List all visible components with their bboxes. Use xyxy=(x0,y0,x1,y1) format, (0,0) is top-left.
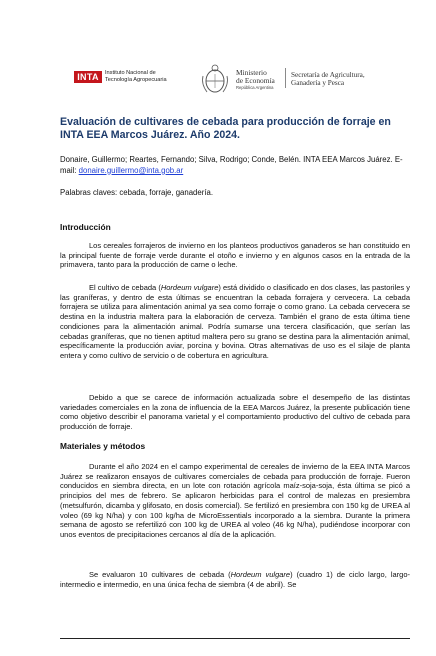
section-heading-intro: Introducción xyxy=(60,222,111,232)
secretaria-line1: Secretaría de Agricultura, xyxy=(291,71,365,79)
header-divider xyxy=(285,68,286,88)
header-logos xyxy=(74,60,406,100)
species-name: Hordeum vulgare xyxy=(230,570,291,579)
email-link[interactable]: donaire.guillermo@inta.gob.ar xyxy=(78,165,184,175)
ministry-line1: Ministerio xyxy=(236,68,267,77)
document-title: Evaluación de cultivares de cebada para producción de forraje en INTA EEA Marcos Juárez. Año 2024. xyxy=(60,116,391,141)
inta-institution-name xyxy=(105,70,167,83)
coat-of-arms-icon xyxy=(198,62,232,98)
authors-text: Donaire, Guillermo; Reartes, Fernando; Silva, Rodrigo; Conde, Belén. INTA EEA Marcos Juárez. E-mail: xyxy=(60,155,403,175)
methods-paragraph-1: Durante el año 2024 en el campo experimental de cereales de invierno de la EEA INTA Marcos Juárez se realizaron ensayos de cultivares comerciales de cebada para producción de forraje. Fueron conducidos en siembra directa, en un lote con rotación agrícola maíz-soja-soja, ésta última se picó a principios del mes de febrero. Se aplicaron herbicidas para el control de malezas en presiembra (metsulfurón, dicamba y glifosato, en dosis comercial). Se fertilizó en presiembra con 150 kg de UREA al voleo (69 kg N/ha) y con 100 kg/ha de MicroEssentials incorporado a la siembra. Durante la primera semana de agosto se refertilizó con 100 kg de UREA al voleo (46 kg N/ha), pudiéndose incorporar con unos eventos de precipitaciones cercanos al día de la aplicación. xyxy=(60,462,410,539)
inta-name-line1: Instituto Nacional de xyxy=(105,70,156,76)
inta-logo: INTA xyxy=(74,71,102,83)
ministry-name xyxy=(236,69,275,91)
methods-paragraph-2 xyxy=(60,570,410,589)
methods-p2-part-a: Se evaluaron 10 cultivares de cebada ( xyxy=(89,570,231,579)
methods-p2-part-b: ) (cuadro 1) de ciclo largo, largo-intermedio e intermedio, en una única fecha de siembra (4 de abril). Se xyxy=(60,570,410,589)
intro-paragraph-1: Los cereales forrajeros de invierno en los planteos productivos ganaderos se han constituido en la principal fuente de forraje verde durante el otoño e invierno y en algunos casos en la entrada de la primavera, tanto para la producción de carne o leche. xyxy=(60,241,410,270)
ministry-line2: de Economía xyxy=(236,76,275,86)
species-name: Hordeum vulgare xyxy=(160,283,219,292)
ministry-subtitle: República Argentina xyxy=(236,85,274,91)
secretaria-name xyxy=(291,71,365,88)
section-heading-methods: Materiales y métodos xyxy=(60,441,146,451)
intro-p2-part-a: El cultivo de cebada ( xyxy=(89,283,161,292)
inta-name-line2: Tecnología Agropecuaria xyxy=(105,76,167,83)
intro-paragraph-3: Debido a que se carece de información actualizada sobre el desempeño de las distintas variedades comerciales en la zona de influencia de la EEA Marcos Juárez, la presente publicación tiene como objetivo describir el panorama varietal y el comportamiento productivo del cultivo de cebada para producción de forraje. xyxy=(60,393,410,432)
authors xyxy=(60,155,410,176)
intro-paragraph-2 xyxy=(60,283,410,361)
footer-divider xyxy=(60,638,410,639)
secretaria-line2: Ganadería y Pesca xyxy=(291,79,345,88)
keywords: Palabras claves: cebada, forraje, ganadería. xyxy=(60,188,213,197)
intro-p2-part-b: ) está dividido o clasificado en dos clases, las pastoriles y las graníferas, y dentro de esta últimas se encuentran la cebada forrajera y cervecera. La cebada forrajera se utiliza para alimentación animal ya sea como forraje o como grano. La cebada cervecera se destina en la industria maltera para la elaboración de cerveza. También el grano de esta última tiene condiciones para la alimentación animal. Podría sumarse una tercera clasificación, que serían las cebadas graníferas, que no tienen aptitud maltera pero su grano se destina para la alimentación animal, específicamente la producción aviar, porcina y bovina. Otras alternativas de uso es el silaje de planta entera y como cultivo de servicio o de cobertura en agricultura. xyxy=(60,283,410,360)
